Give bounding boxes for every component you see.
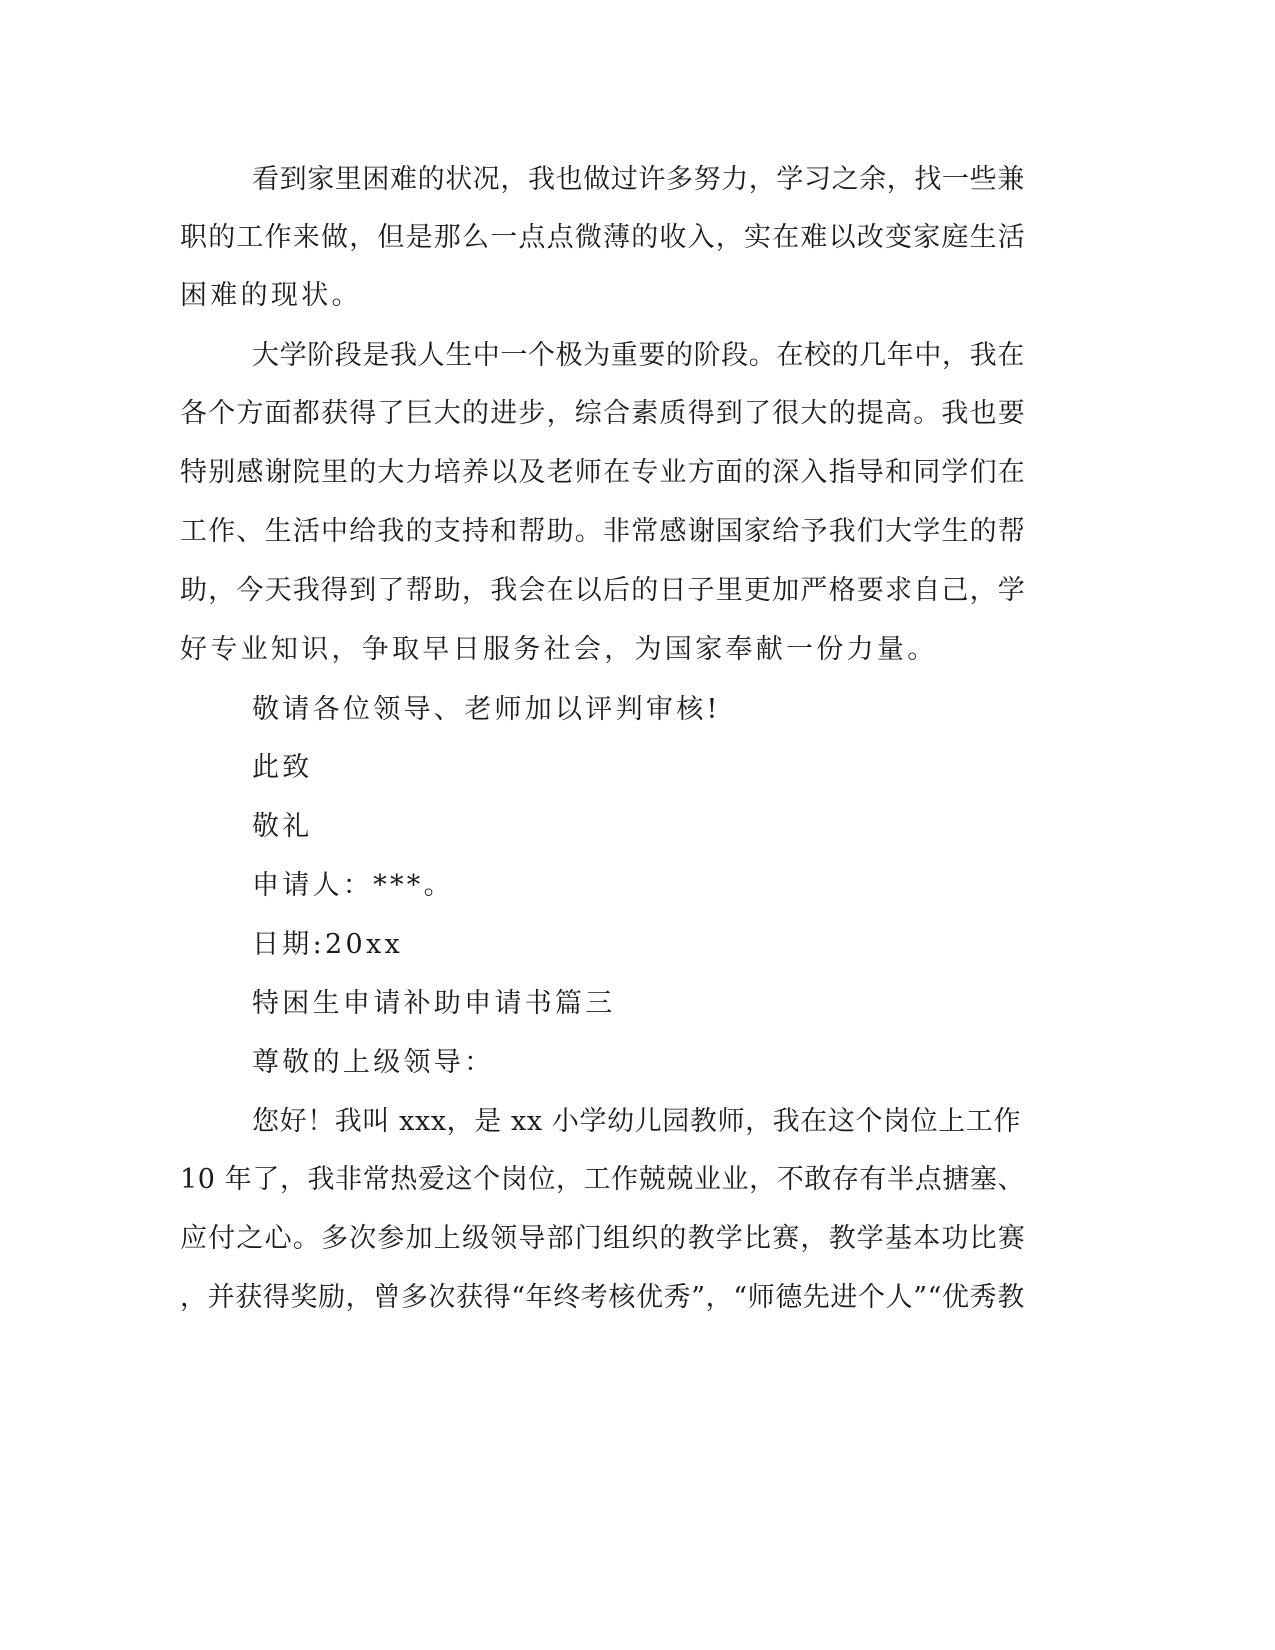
closing-jingli: 敬礼: [252, 811, 313, 842]
paragraph-2-line-2: 各个方面都获得了巨大的进步，综合素质得到了很大的提高。我也要: [180, 398, 1026, 429]
paragraph-2-line-4: 工作、生活中给我的支持和帮助。非常感谢国家给予我们大学生的帮: [180, 516, 1026, 547]
paragraph-2-line-3: 特别感谢院里的大力培养以及老师在专业方面的深入指导和同学们在: [180, 457, 1026, 488]
section-title: 特困生申请补助申请书篇三: [252, 988, 616, 1019]
applicant-line: 申请人：***。: [252, 870, 454, 901]
paragraph-3-line-3: 应付之心。多次参加上级领导部门组织的教学比赛，教学基本功比赛: [180, 1223, 1026, 1254]
date-line: 日期:20xx: [252, 929, 404, 960]
paragraph-3-line-1: 您好！我叫 xxx，是 xx 小学幼儿园教师，我在这个岗位上工作: [252, 1106, 1022, 1137]
paragraph-3-line-4: ，并获得奖励，曾多次获得“年终考核优秀”，“师德先进个人”“优秀教: [180, 1282, 1025, 1313]
paragraph-2-line-5: 助，今天我得到了帮助，我会在以后的日子里更加严格要求自己，学: [180, 575, 1026, 606]
paragraph-3-line-2: 10 年了，我非常热爱这个岗位，工作兢兢业业，不敢存有半点搪塞、: [180, 1164, 1026, 1195]
salutation: 尊敬的上级领导：: [252, 1047, 495, 1078]
paragraph-2-line-1: 大学阶段是我人生中一个极为重要的阶段。在校的几年中，我在: [252, 340, 1025, 371]
closing-cizhi: 此致: [252, 752, 313, 783]
paragraph-2-line-6: 好专业知识，争取早日服务社会，为国家奉献一份力量。: [180, 634, 938, 665]
paragraph-1-line-3: 困难的现状。: [180, 280, 362, 311]
request-line: 敬请各位领导、老师加以评判审核!: [252, 694, 721, 725]
paragraph-1-line-2: 职的工作来做，但是那么一点点微薄的收入，实在难以改变家庭生活: [180, 222, 1026, 253]
paragraph-1-line-1: 看到家里困难的状况，我也做过许多努力，学习之余，找一些兼: [252, 164, 1025, 195]
